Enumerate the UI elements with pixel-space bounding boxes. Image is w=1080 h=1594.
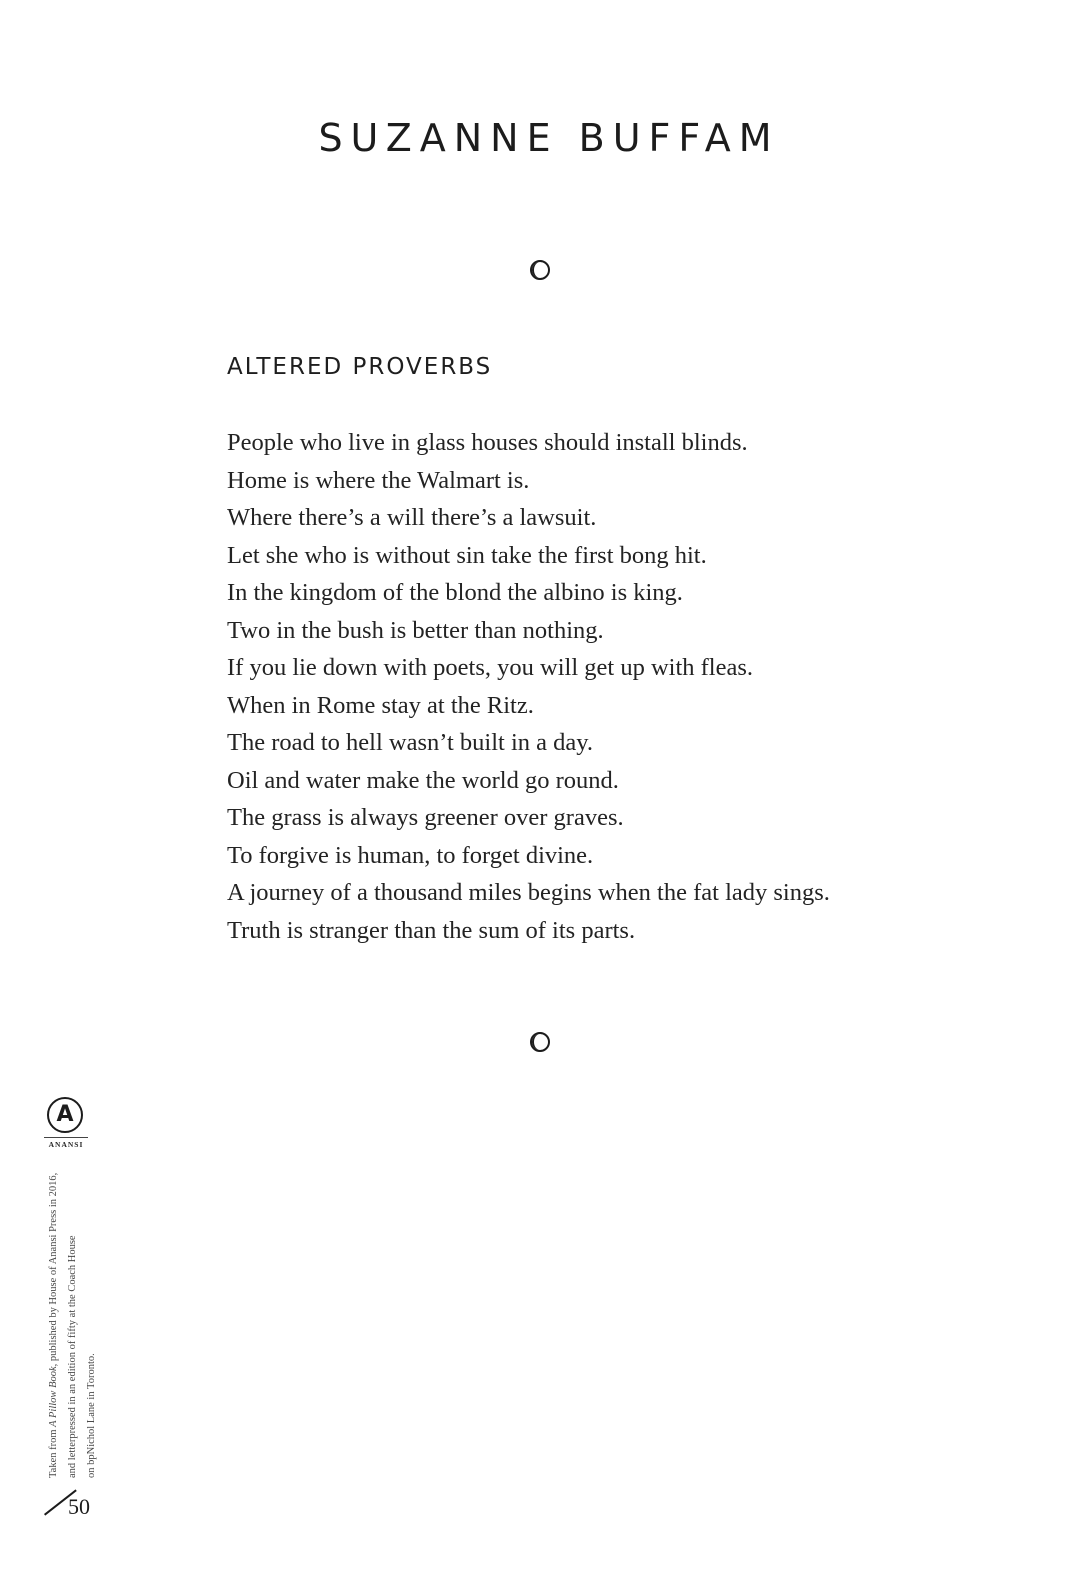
poem-line: When in Rome stay at the Ritz.: [227, 691, 534, 719]
poem-line: In the kingdom of the blond the albino is king.: [227, 579, 683, 606]
poem-line: Where there’s a will there’s a lawsuit.: [227, 504, 597, 531]
poem-line: People who live in glass houses should install blinds.: [227, 429, 748, 456]
colophon-line-1: Taken from A Pillow Book, published by House of Anansi Press in 2016,: [48, 1172, 59, 1478]
colophon-line-3: on bpNichol Lane in Toronto.: [86, 1353, 97, 1478]
moon-ornament-icon: [530, 1032, 550, 1052]
colophon: [44, 1173, 101, 1478]
publisher-logo: A: [47, 1097, 83, 1133]
colophon-line-2: and letterpressed in an edition of fifty at the Coach House: [67, 1235, 78, 1478]
poem-line: Truth is stranger than the sum of its parts.: [227, 916, 636, 944]
author-name: SUZANNE BUFFAM: [318, 116, 780, 160]
publisher-name: ANANSI: [44, 1137, 88, 1149]
poem-line: A journey of a thousand miles begins when the fat lady sings.: [227, 879, 830, 906]
poem-line: Oil and water make the world go round.: [227, 766, 619, 794]
poem-line: Home is where the Walmart is.: [227, 466, 530, 494]
poem-line: Two in the bush is better than nothing.: [227, 616, 604, 644]
book-title: A Pillow Book: [48, 1366, 59, 1427]
poem-line: To forgive is human, to forget divine.: [227, 841, 594, 869]
poem-body: [227, 424, 830, 949]
moon-ornament-icon: [530, 260, 550, 280]
poem-line: The road to hell wasn’t built in a day.: [227, 729, 594, 756]
poem-line: The grass is always greener over graves.: [227, 804, 624, 831]
poem-line: If you lie down with poets, you will get up with fleas.: [227, 654, 753, 681]
poem-line: Let she who is without sin take the first bong hit.: [227, 541, 707, 569]
poem-title: ALTERED PROVERBS: [227, 354, 493, 380]
page-number: 50: [68, 1494, 90, 1519]
